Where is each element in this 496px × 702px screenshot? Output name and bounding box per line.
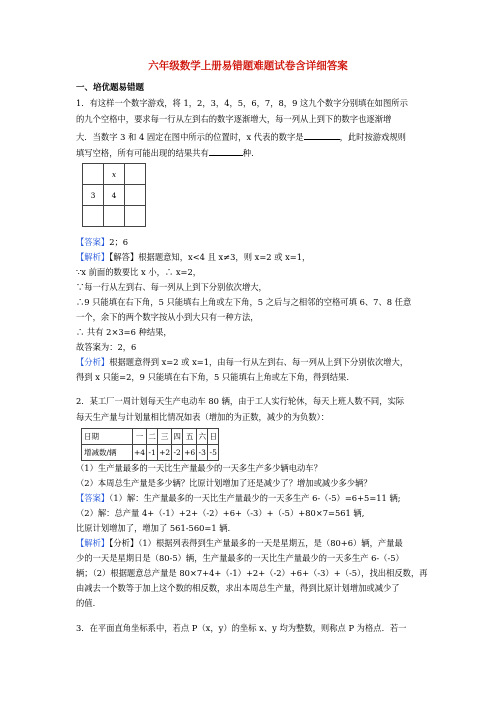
grid-cell — [83, 164, 104, 185]
q1-explain-4: ∴9 只能填在右下角，5 只能填右上角或左下角，5 之后与之相邻的空格可填 6、7、8 任意 — [76, 297, 412, 307]
table-cell: -1 — [147, 445, 158, 461]
grid-cell — [125, 206, 146, 227]
q2-explain-3: 辆；（2）根据题意总产量是 80×7+4+（-1）+2+（-2）+6+（-3）+（-5），找出相反数，再 — [76, 568, 428, 578]
q2-subquestion-2: （2）本周总生产量是多少辆？比原计划增加了还是减少了？增加或减少多少辆？ — [76, 478, 372, 488]
q1-line-1: 1．有这样一个数字游戏，将 1，2，3，4，5，6，7，8，9 这九个数字分别填在如图所示 — [76, 98, 408, 108]
q2-answer-2: （2）解：总产量 4+（-1）+2+（-2）+6+（-3）+（-5）+80×7=561 辆, — [76, 508, 365, 518]
table-header-cell: 六 — [197, 429, 208, 445]
table-cell: -2 — [172, 445, 183, 461]
q1-line-4: 填写空格，所有可能出现的结果共有 种. — [76, 148, 254, 158]
q1-explain-3: ∵每一行从左到右、每一列从上到下分别依次增大， — [76, 282, 267, 292]
q2-explain-5: 的值. — [76, 598, 96, 608]
q1-answer: 【答案】2；6 — [76, 237, 129, 247]
q1-explain-1: 【解析】【解答】根据题意知，x<4 且 x≠3，则 x=2 或 x=1， — [76, 252, 311, 262]
table-header-cell: 一 — [133, 429, 147, 445]
q2-explain-2: 少的一天是星期日是（80-5）辆，生产量最多的一天比生产量最少的一天多生产 6-（-5） — [76, 553, 404, 563]
table-cell: -3 — [197, 445, 208, 461]
q2-explain-4: 由减去一个数等于加上这个数的相反数，求出本周总生产量，得到比原计划增加或减少了 — [76, 583, 400, 593]
grid-cell — [125, 185, 146, 206]
table-header-cell: 二 — [147, 429, 158, 445]
table-header-cell: 五 — [183, 429, 197, 445]
q1-line-3: 大．当数字 3 和 4 固定在图中所示的位置时，x 代表的数字是 ，此时按游戏规则 — [76, 132, 406, 142]
table-cell: +4 — [133, 445, 147, 461]
table-header-cell: 四 — [172, 429, 183, 445]
q1-number-grid — [82, 163, 146, 227]
q1-analysis-2: 得到 x 只能=2，9 只能填在右下角，5 只能填右上角或左下角，得到结果. — [76, 372, 349, 382]
q1-explain-6: ∴ 共有 2×3=6 种结果， — [76, 327, 172, 337]
grid-cell — [125, 164, 146, 185]
q1-explain-7: 故答案为：2，6 — [76, 342, 137, 352]
q2-production-table — [81, 428, 219, 461]
table-header-cell: 三 — [158, 429, 172, 445]
q2-subquestion-1: （1）生产量最多的一天比生产量最少的一天多生产多少辆电动车？ — [76, 463, 322, 473]
q1-blank-count — [209, 146, 243, 156]
table-cell: +2 — [158, 445, 172, 461]
grid-cell: 3 — [83, 185, 104, 206]
grid-cell: x — [104, 164, 125, 185]
grid-cell: 4 — [104, 185, 125, 206]
q1-explain-5: 一个，余下的两个数字按从小到大只有一种方法， — [76, 312, 259, 322]
table-row-label: 增减数/辆 — [82, 445, 133, 461]
section-heading: 一、培优题易错题 — [76, 83, 145, 93]
q2-line-1: 2．某工厂一周计划每天生产电动车 80 辆，由于工人实行轮休，每天上班人数不同，实际 — [76, 396, 405, 406]
table-cell: -5 — [208, 445, 219, 461]
q2-line-2: 每天生产量与计划量相比情况如表（增加的为正数，减少的为负数）： — [76, 412, 330, 422]
q3-line-1: 3．在平面直角坐标系中，若点 P（x，y）的坐标 x、y 均为整数，则称点 P 为格点．若一 — [76, 623, 407, 633]
q2-explain-1: 【解析】【分析】（1）根据列表得到生产量最多的一天是星期五，是（80+6）辆，产量最 — [76, 538, 403, 548]
q2-answer-1: 【答案】（1）解：生产量最多的一天比生产量最少的一天多生产 6-（-5）=6+5=11 辆; — [76, 493, 401, 503]
table-cell: +6 — [183, 445, 197, 461]
q1-explain-2: ∵x 前面的数要比 x 小，∴ x=2， — [76, 267, 202, 277]
grid-cell — [104, 206, 125, 227]
document-title: 六年级数学上册易错题难题试卷含详细答案 — [148, 60, 348, 72]
q1-analysis-1: 【分析】根据题意得到 x=2 或 x=1，由每一行从左到右、每一列从上到下分别依次增大， — [76, 357, 409, 367]
q1-line-2: 的九个空格中，要求每一行从左到右的数字逐渐增大，每一列从上到下的数字也逐渐增 — [76, 114, 392, 124]
table-header-cell: 日期 — [82, 429, 133, 445]
grid-cell — [83, 206, 104, 227]
table-header-cell: 日 — [208, 429, 219, 445]
q2-answer-3: 比原计划增加了，增加了 561-560=1 辆. — [76, 523, 231, 533]
q1-blank-x — [304, 130, 340, 140]
